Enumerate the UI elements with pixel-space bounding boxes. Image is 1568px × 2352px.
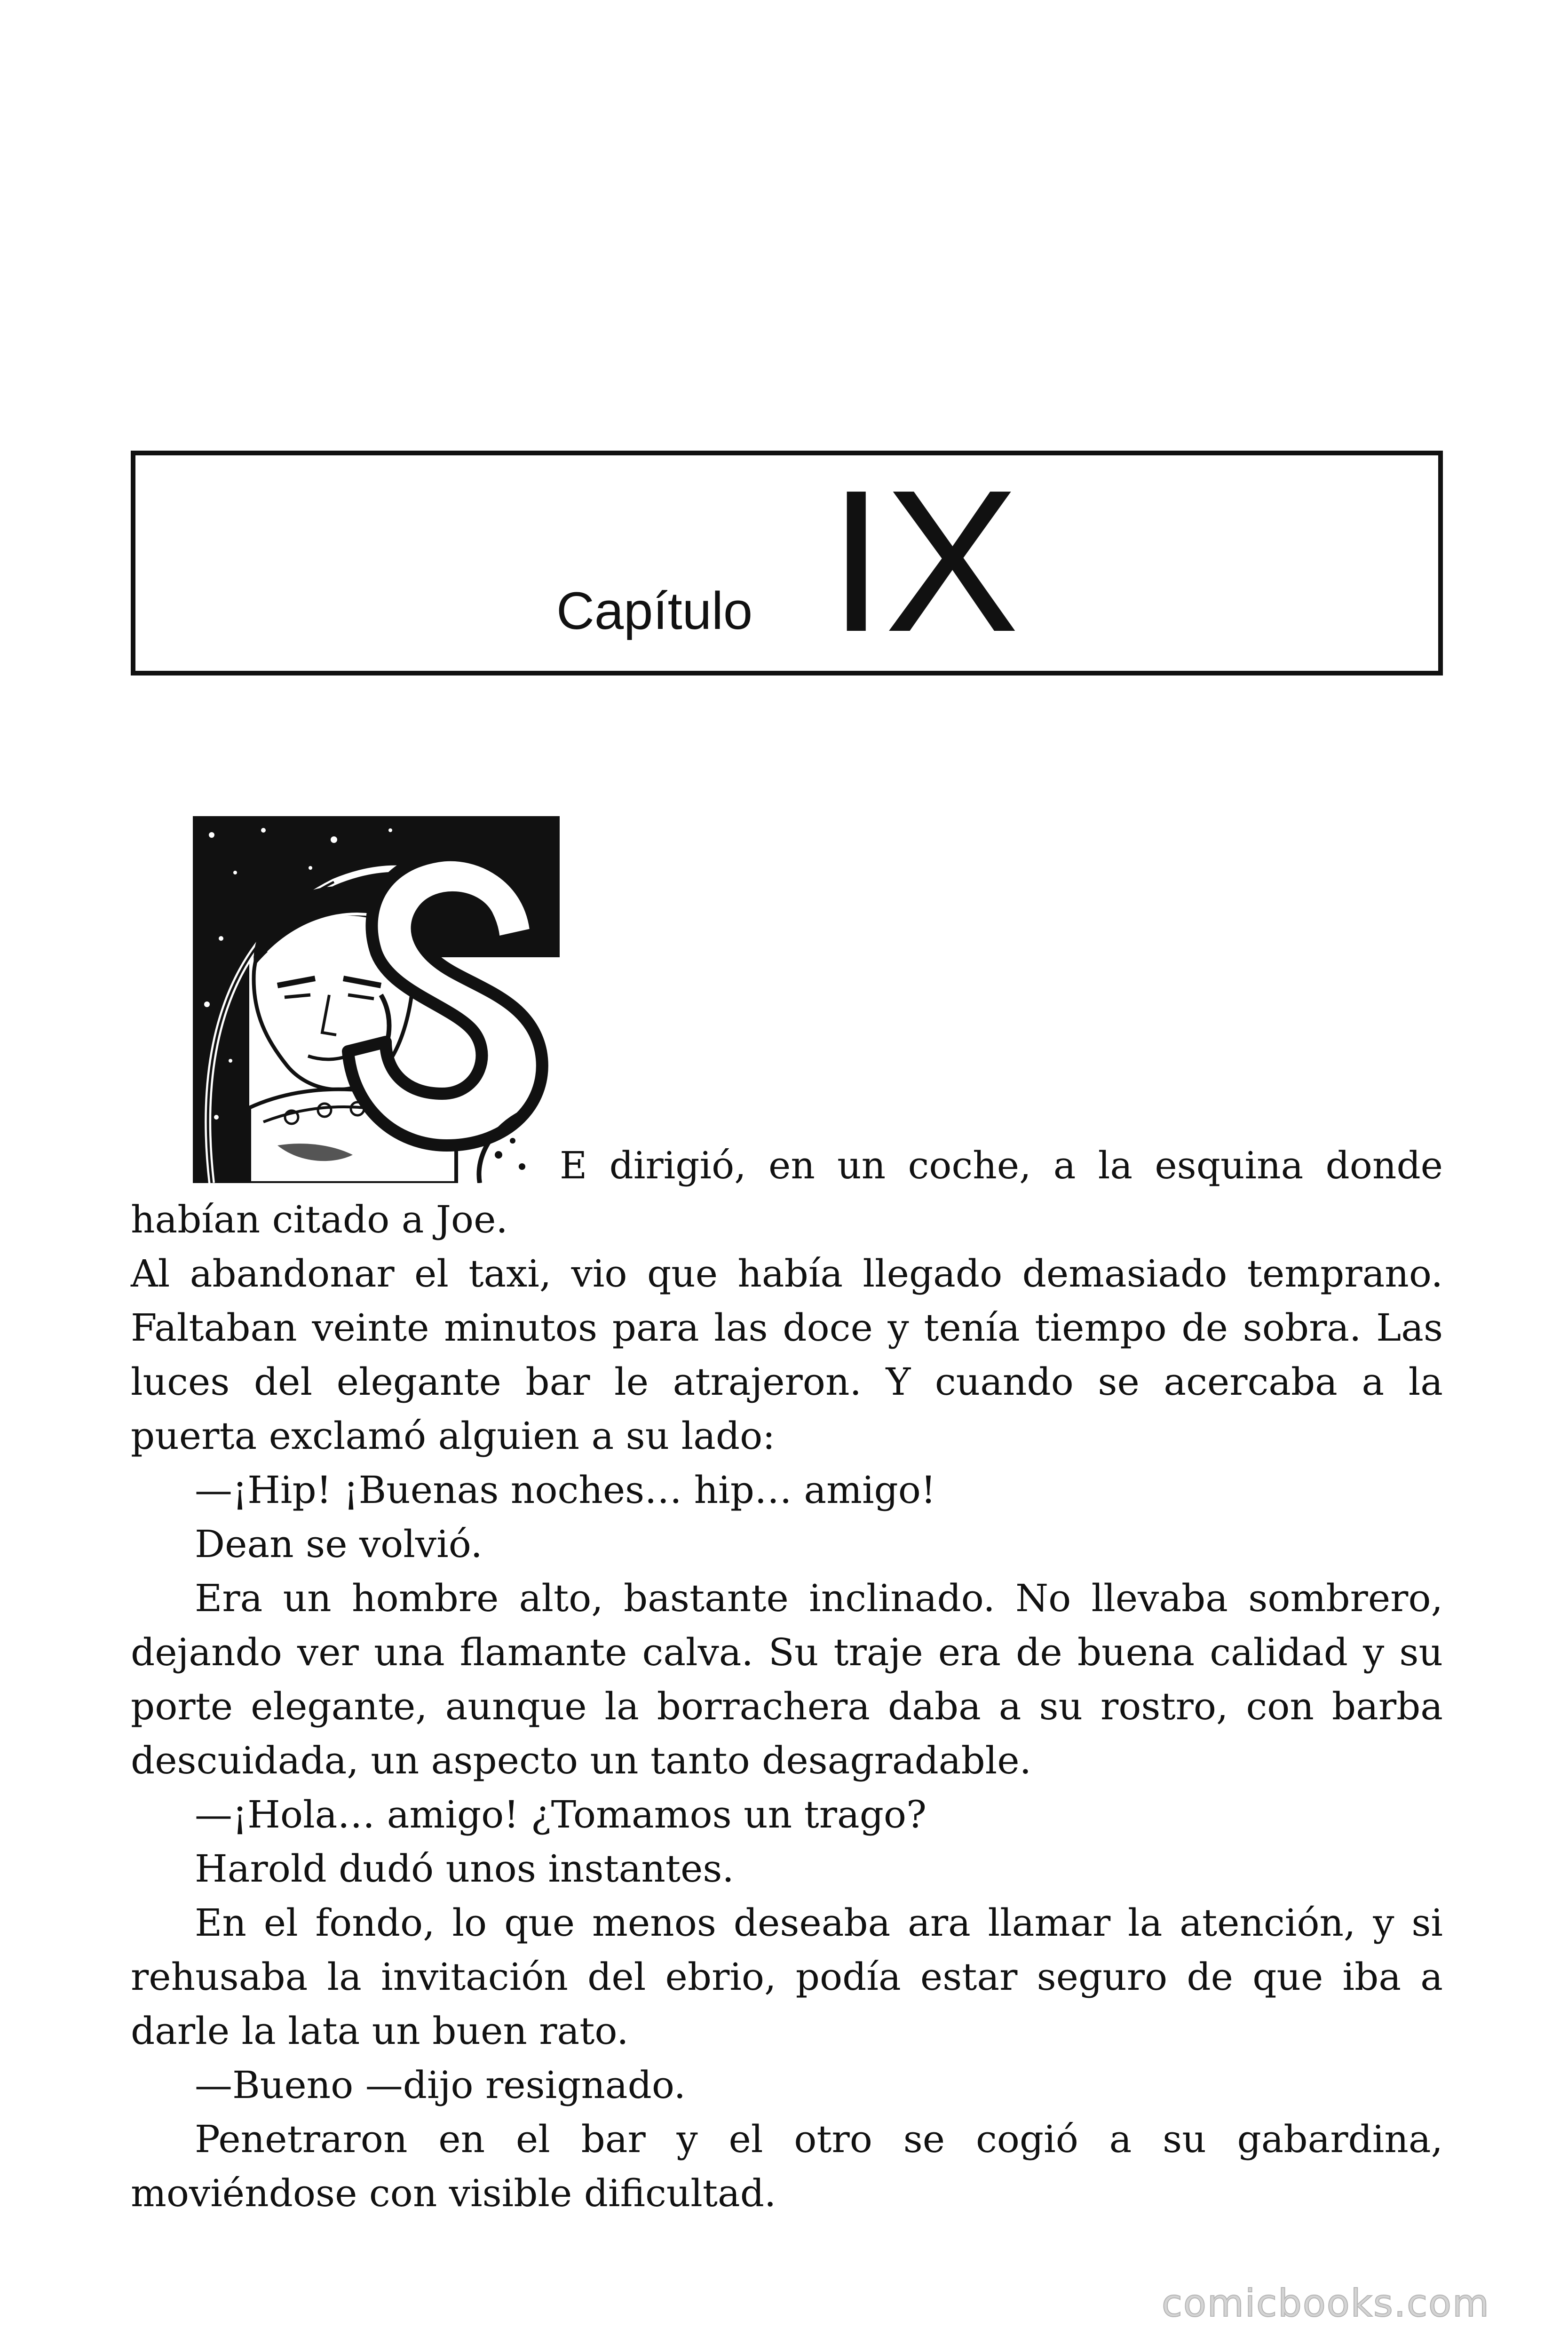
opening-continuation: habían citado a Joe. [131,1198,508,1241]
paragraph: —¡Hip! ¡Buenas noches… hip… amigo! [195,1468,936,1512]
paragraph: Era un hombre alto, bastante inclinado. No llevaba sombrero, dejando ver una flamante calva. Su traje era de buena calidad y su porte elegante, aunque la borrachera daba a su rostro, con barba descuidada, un aspecto un tanto desagradable. [131,1576,1443,1782]
paragraph: Harold dudó unos instantes. [195,1847,734,1891]
paragraph: En el fondo, lo que menos deseaba ara llamar la atención, y si rehusaba la invitación del ebrio, podía estar seguro de que iba a darle la lata un buen rato. [131,1901,1443,2053]
watermark: comicbooks.com [1162,2281,1490,2325]
chapter-heading-box [131,448,1443,675]
chapter-number: IX [828,448,1020,674]
paragraph: Al abandonar el taxi, vio que había llegado demasiado temprano. Faltaban veinte minutos para las doce y tenía tiempo de sobra. Las luces del elegante bar le atrajeron. Y cuando se acercaba a la puerta exclamó alguien a su lado: [131,1252,1443,1458]
paragraph: —Bueno —dijo resignado. [195,2063,686,2107]
body-text [131,1192,1443,2220]
paragraph: —¡Hola… amigo! ¿Tomamos un trago? [195,1793,927,1836]
opening-line: E dirigió, en un coche, a la esquina donde [560,1144,1443,1187]
paragraph: Penetraron en el bar y el otro se cogió a su gabardina, moviéndose con visible dificultad. [131,2117,1443,2215]
chapter-label: Capítulo [556,581,753,640]
drop-cap-illustration [193,816,560,1183]
paragraph: Dean se volvió. [195,1522,483,1566]
